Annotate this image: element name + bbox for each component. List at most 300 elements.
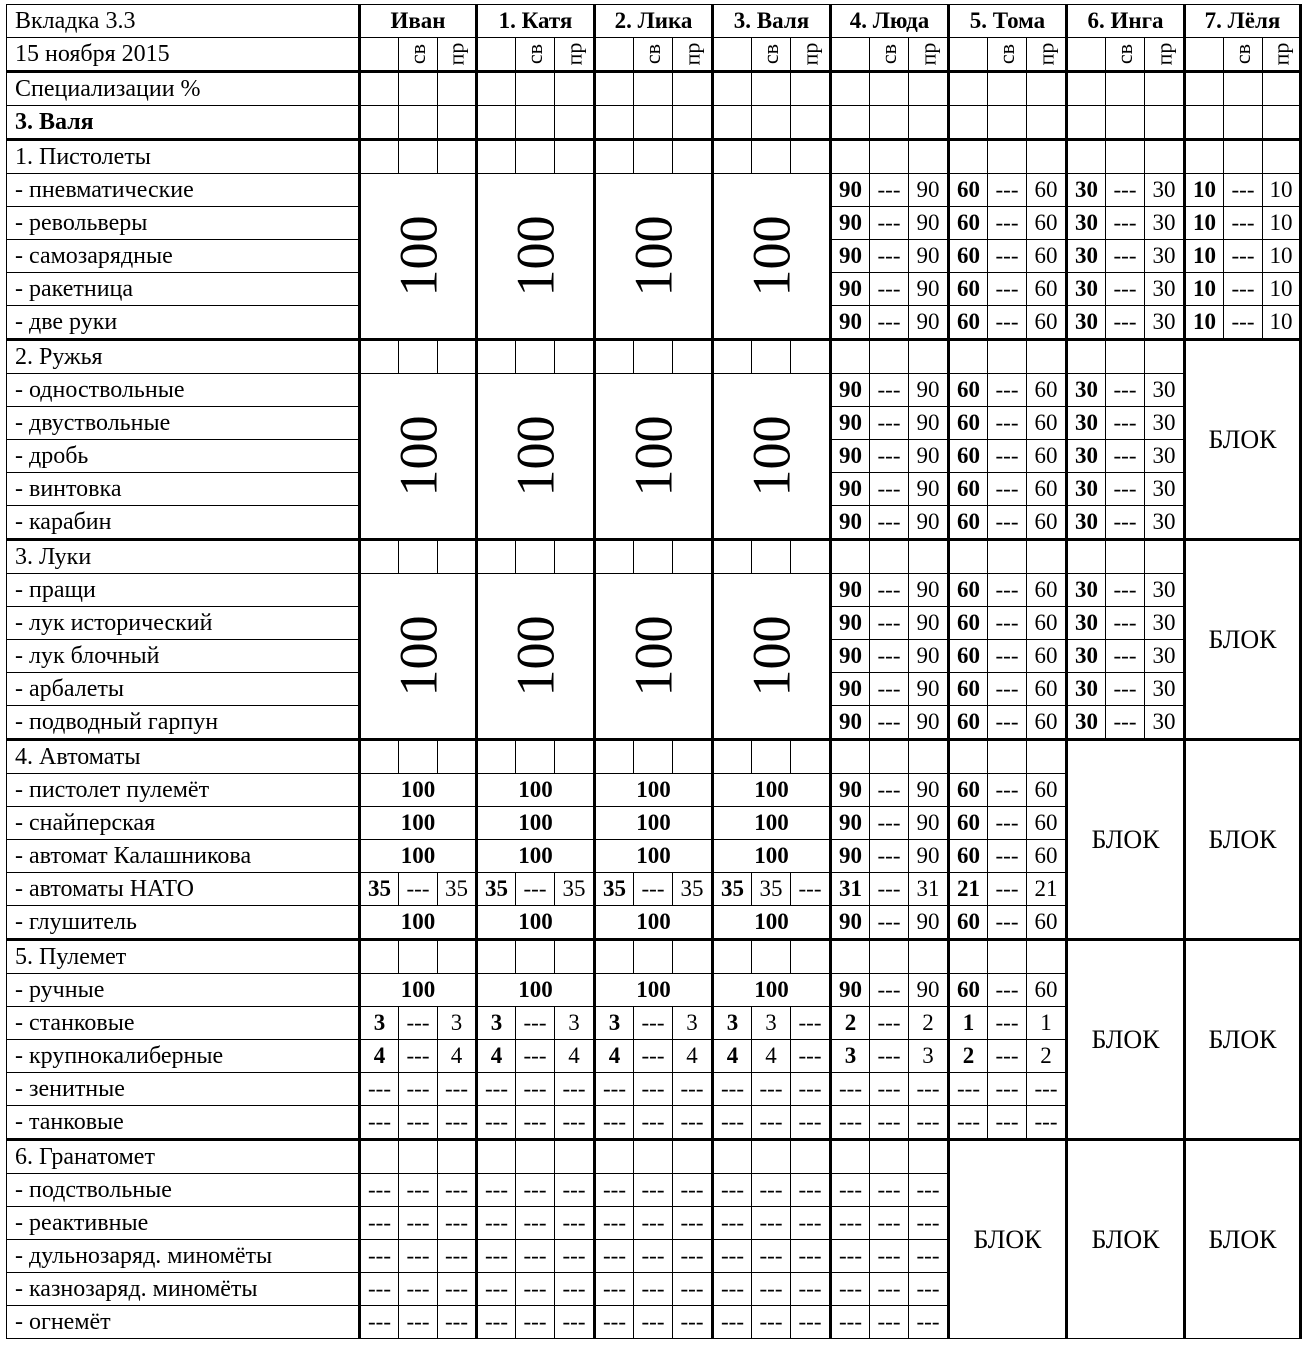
sub-label-sv — [1224, 38, 1263, 72]
item-label: - подствольные — [7, 1174, 360, 1207]
empty-cell — [988, 106, 1027, 140]
full-score-block — [713, 574, 831, 740]
empty-cell — [870, 140, 909, 174]
value-cell: 3 — [477, 1007, 516, 1040]
value-cell: --- — [870, 974, 909, 1007]
value-cell: 60 — [949, 273, 988, 306]
empty-cell — [909, 1140, 949, 1174]
dash-cell: --- — [360, 1207, 399, 1240]
value-cell: 30 — [1145, 407, 1185, 440]
dash-cell: --- — [438, 1306, 477, 1339]
empty-cell — [909, 72, 949, 106]
value-cell: --- — [1106, 640, 1145, 673]
empty-cell — [949, 106, 988, 140]
item-label: - огнемёт — [7, 1306, 360, 1339]
value-cell: 35 — [438, 873, 477, 906]
value-cell: 90 — [909, 407, 949, 440]
sub-label-sv — [516, 38, 555, 72]
value-cell: 90 — [909, 706, 949, 740]
empty-cell — [595, 1140, 634, 1174]
empty-cell — [555, 740, 595, 774]
empty-cell — [1145, 140, 1185, 174]
value-cell: --- — [988, 273, 1027, 306]
empty-cell — [831, 740, 870, 774]
value-cell: 60 — [1027, 974, 1067, 1007]
empty-cell — [673, 1140, 713, 1174]
value-cell: 60 — [1027, 506, 1067, 540]
sub-label-pr — [1263, 38, 1301, 72]
value-cell: 60 — [1027, 207, 1067, 240]
empty-cell — [1027, 740, 1067, 774]
full-score-block — [713, 174, 831, 340]
value-cell: 35 — [595, 873, 634, 906]
person-row — [7, 106, 1301, 140]
value-cell: 90 — [909, 473, 949, 506]
value-cell: --- — [870, 506, 909, 540]
value-cell: 30 — [1145, 273, 1185, 306]
empty-cell — [949, 740, 988, 774]
dash-cell: --- — [399, 1306, 438, 1339]
empty-cell — [477, 140, 516, 174]
value-cell: 10 — [1185, 207, 1224, 240]
section-title: 4. Автоматы — [7, 740, 360, 774]
dash-cell: --- — [555, 1273, 595, 1306]
empty-cell — [399, 72, 438, 106]
empty-cell — [1067, 540, 1106, 574]
full-score-block — [477, 174, 595, 340]
dash-cell: --- — [516, 1174, 555, 1207]
value-cell: 60 — [1027, 407, 1067, 440]
value-cell: 60 — [949, 706, 988, 740]
block-cell: БЛОК — [1185, 340, 1301, 540]
value-cell: 60 — [1027, 673, 1067, 706]
empty-cell — [595, 740, 634, 774]
value-cell: 90 — [831, 974, 870, 1007]
value-cell: --- — [870, 174, 909, 207]
value-cell: 3 — [438, 1007, 477, 1040]
value-cell: --- — [988, 607, 1027, 640]
empty-cell — [1185, 106, 1224, 140]
item-label: - карабин — [7, 506, 360, 540]
value-cell: 10 — [1185, 306, 1224, 340]
dash-cell: --- — [438, 1106, 477, 1140]
value-cell: 90 — [909, 906, 949, 940]
dash-cell: --- — [752, 1174, 791, 1207]
dash-cell: --- — [831, 1306, 870, 1339]
dash-cell: --- — [477, 1240, 516, 1273]
empty-cell — [988, 140, 1027, 174]
value-cell: --- — [870, 607, 909, 640]
empty-cell — [949, 72, 988, 106]
dash-cell: --- — [595, 1073, 634, 1106]
group-header-4: 4. Люда — [831, 5, 949, 38]
value-cell: --- — [634, 1040, 673, 1073]
dash-cell: --- — [870, 1306, 909, 1339]
empty-cell — [673, 72, 713, 106]
value-cell: 90 — [831, 207, 870, 240]
value-cell: --- — [870, 1040, 909, 1073]
sub-label-pr-text: пр — [1151, 42, 1176, 66]
dash-cell: --- — [791, 1207, 831, 1240]
value-cell: 90 — [831, 240, 870, 273]
empty-cell — [870, 72, 909, 106]
dash-cell: --- — [791, 1306, 831, 1339]
value-cell: 90 — [909, 607, 949, 640]
item-label: - револьверы — [7, 207, 360, 240]
value-cell: 30 — [1067, 706, 1106, 740]
dash-cell: --- — [752, 1306, 791, 1339]
block-cell: БЛОК — [1185, 1140, 1301, 1339]
dash-cell: --- — [713, 1174, 752, 1207]
empty-cell — [870, 106, 909, 140]
dash-cell: --- — [752, 1207, 791, 1240]
value-cell: 90 — [831, 706, 870, 740]
sub-label-sv-text: св — [994, 43, 1019, 65]
empty-cell — [791, 140, 831, 174]
dash-cell: --- — [752, 1106, 791, 1140]
empty-cell — [791, 940, 831, 974]
dash-cell: --- — [477, 1207, 516, 1240]
dash-cell: --- — [831, 1207, 870, 1240]
dash-cell: --- — [634, 1273, 673, 1306]
item-label: - реактивные — [7, 1207, 360, 1240]
value-cell: --- — [870, 306, 909, 340]
section-title: 1. Пистолеты — [7, 140, 360, 174]
dash-cell: --- — [634, 1106, 673, 1140]
full-score-block-text: 100 — [741, 615, 802, 697]
block-cell: БЛОК — [1185, 740, 1301, 940]
dash-cell: --- — [595, 1207, 634, 1240]
dash-cell: --- — [713, 1273, 752, 1306]
value-cell: 31 — [909, 873, 949, 906]
empty-cell — [949, 38, 988, 72]
item-row — [7, 374, 1301, 407]
value-cell: 90 — [909, 306, 949, 340]
value-cell: --- — [1224, 207, 1263, 240]
empty-cell — [1106, 72, 1145, 106]
value-cell: 30 — [1067, 574, 1106, 607]
empty-cell — [1067, 106, 1106, 140]
empty-cell — [1185, 72, 1224, 106]
value-cell: 30 — [1067, 607, 1106, 640]
empty-cell — [555, 940, 595, 974]
item-label: - ракетница — [7, 273, 360, 306]
value-cell: 90 — [909, 273, 949, 306]
empty-cell — [399, 940, 438, 974]
empty-cell — [713, 106, 752, 140]
item-label: - одноствольные — [7, 374, 360, 407]
section-title-row — [7, 740, 1301, 774]
full-score-cell: 100 — [360, 974, 477, 1007]
empty-cell — [360, 340, 399, 374]
value-cell: 90 — [909, 574, 949, 607]
value-cell: 60 — [1027, 174, 1067, 207]
value-cell: --- — [870, 840, 909, 873]
dash-cell: --- — [870, 1273, 909, 1306]
dash-cell: --- — [399, 1240, 438, 1273]
full-score-cell: 100 — [595, 807, 713, 840]
dash-cell: --- — [713, 1306, 752, 1339]
dash-cell: --- — [673, 1306, 713, 1339]
dash-cell: --- — [399, 1207, 438, 1240]
empty-cell — [713, 38, 752, 72]
dash-cell: --- — [516, 1073, 555, 1106]
value-cell: --- — [988, 574, 1027, 607]
value-cell: 90 — [909, 440, 949, 473]
empty-cell — [831, 1140, 870, 1174]
header-row-names — [7, 5, 1301, 38]
value-cell: 30 — [1067, 407, 1106, 440]
empty-cell — [791, 1140, 831, 1174]
dash-cell: --- — [516, 1240, 555, 1273]
empty-cell — [831, 106, 870, 140]
value-cell: --- — [988, 1007, 1027, 1040]
block-cell: БЛОК — [949, 1140, 1067, 1339]
dash-cell: --- — [673, 1073, 713, 1106]
full-score-block — [360, 174, 477, 340]
empty-cell — [831, 38, 870, 72]
value-cell: 10 — [1263, 273, 1301, 306]
dash-cell: --- — [516, 1306, 555, 1339]
value-cell: 30 — [1145, 574, 1185, 607]
value-cell: --- — [988, 640, 1027, 673]
sub-label-sv-text: св — [1230, 43, 1255, 65]
empty-cell — [555, 340, 595, 374]
value-cell: 90 — [831, 506, 870, 540]
person-label: 3. Валя — [7, 106, 360, 140]
value-cell: 60 — [1027, 473, 1067, 506]
value-cell: 90 — [909, 506, 949, 540]
dash-cell: --- — [360, 1306, 399, 1339]
value-cell: 30 — [1145, 506, 1185, 540]
empty-cell — [988, 940, 1027, 974]
value-cell: --- — [988, 473, 1027, 506]
dash-cell: --- — [634, 1207, 673, 1240]
value-cell: --- — [870, 873, 909, 906]
value-cell: 60 — [949, 574, 988, 607]
dash-cell: --- — [752, 1240, 791, 1273]
full-score-cell: 100 — [595, 774, 713, 807]
dash-cell: --- — [909, 1207, 949, 1240]
value-cell: 30 — [1145, 706, 1185, 740]
item-label: - подводный гарпун — [7, 706, 360, 740]
value-cell: 90 — [831, 774, 870, 807]
value-cell: --- — [791, 1007, 831, 1040]
value-cell: 10 — [1185, 174, 1224, 207]
section-title-row — [7, 540, 1301, 574]
tab-label: Вкладка 3.3 — [7, 5, 360, 38]
value-cell: 60 — [949, 374, 988, 407]
value-cell: --- — [988, 840, 1027, 873]
full-score-cell: 100 — [713, 840, 831, 873]
full-score-block-text: 100 — [505, 415, 566, 497]
empty-cell — [477, 740, 516, 774]
dash-cell: --- — [791, 1174, 831, 1207]
value-cell: 3 — [831, 1040, 870, 1073]
empty-cell — [1027, 72, 1067, 106]
dash-cell: --- — [909, 1273, 949, 1306]
empty-cell — [634, 140, 673, 174]
item-label: - пистолет пулемёт — [7, 774, 360, 807]
value-cell: --- — [988, 706, 1027, 740]
empty-cell — [713, 940, 752, 974]
dash-cell: --- — [477, 1106, 516, 1140]
empty-cell — [360, 106, 399, 140]
dash-cell: --- — [713, 1207, 752, 1240]
value-cell: 10 — [1263, 207, 1301, 240]
dash-cell: --- — [595, 1106, 634, 1140]
item-label: - станковые — [7, 1007, 360, 1040]
empty-cell — [399, 740, 438, 774]
value-cell: 60 — [1027, 906, 1067, 940]
full-score-block — [595, 374, 713, 540]
dash-cell: --- — [634, 1306, 673, 1339]
dash-cell: --- — [752, 1073, 791, 1106]
dash-cell: --- — [988, 1106, 1027, 1140]
full-score-cell: 100 — [713, 906, 831, 940]
value-cell: 4 — [360, 1040, 399, 1073]
value-cell: 30 — [1067, 440, 1106, 473]
empty-cell — [477, 340, 516, 374]
dash-cell: --- — [595, 1306, 634, 1339]
value-cell: 90 — [909, 240, 949, 273]
value-cell: 3 — [555, 1007, 595, 1040]
empty-cell — [1106, 140, 1145, 174]
empty-cell — [634, 940, 673, 974]
item-label: - дульнозаряд. миномёты — [7, 1240, 360, 1273]
item-label: - пращи — [7, 574, 360, 607]
full-score-cell: 100 — [595, 840, 713, 873]
empty-cell — [595, 72, 634, 106]
value-cell: 60 — [1027, 273, 1067, 306]
empty-cell — [516, 72, 555, 106]
value-cell: --- — [870, 407, 909, 440]
empty-cell — [516, 1140, 555, 1174]
value-cell: 60 — [949, 673, 988, 706]
dash-cell: --- — [360, 1240, 399, 1273]
dash-cell: --- — [634, 1073, 673, 1106]
item-label: - арбалеты — [7, 673, 360, 706]
value-cell: --- — [1106, 273, 1145, 306]
sub-label-sv — [870, 38, 909, 72]
full-score-block-text: 100 — [623, 415, 684, 497]
value-cell: --- — [988, 207, 1027, 240]
sub-label-pr — [438, 38, 477, 72]
sub-label-sv-text: св — [1112, 43, 1137, 65]
value-cell: 4 — [673, 1040, 713, 1073]
empty-cell — [438, 940, 477, 974]
value-cell: --- — [1106, 374, 1145, 407]
sub-label-pr-text: пр — [915, 42, 940, 66]
empty-cell — [555, 106, 595, 140]
specializations-row — [7, 72, 1301, 106]
sub-label-sv-text: св — [522, 43, 547, 65]
value-cell: 30 — [1145, 207, 1185, 240]
empty-cell — [438, 740, 477, 774]
value-cell: --- — [516, 873, 555, 906]
empty-cell — [555, 1140, 595, 1174]
empty-cell — [673, 740, 713, 774]
dash-cell: --- — [516, 1207, 555, 1240]
empty-cell — [909, 340, 949, 374]
sub-label-sv — [634, 38, 673, 72]
empty-cell — [438, 540, 477, 574]
empty-cell — [360, 1140, 399, 1174]
empty-cell — [1185, 38, 1224, 72]
empty-cell — [909, 740, 949, 774]
empty-cell — [988, 540, 1027, 574]
value-cell: --- — [870, 273, 909, 306]
value-cell: --- — [988, 1040, 1027, 1073]
empty-cell — [399, 540, 438, 574]
dash-cell: --- — [831, 1240, 870, 1273]
section-title-row — [7, 340, 1301, 374]
full-score-block — [360, 574, 477, 740]
specializations-label: Специализации % — [7, 72, 360, 106]
empty-cell — [1027, 140, 1067, 174]
dash-cell: --- — [949, 1073, 988, 1106]
item-label: - глушитель — [7, 906, 360, 940]
empty-cell — [1067, 72, 1106, 106]
empty-cell — [1027, 106, 1067, 140]
dash-cell: --- — [1027, 1106, 1067, 1140]
value-cell: 90 — [831, 607, 870, 640]
value-cell: 4 — [595, 1040, 634, 1073]
full-score-block-text: 100 — [741, 215, 802, 297]
sub-label-pr — [791, 38, 831, 72]
empty-cell — [438, 106, 477, 140]
dash-cell: --- — [516, 1273, 555, 1306]
dash-cell: --- — [477, 1174, 516, 1207]
empty-cell — [1224, 72, 1263, 106]
value-cell: --- — [988, 374, 1027, 407]
empty-cell — [673, 340, 713, 374]
value-cell: 90 — [831, 174, 870, 207]
header-row-sub — [7, 38, 1301, 72]
value-cell: 60 — [1027, 240, 1067, 273]
value-cell: 3 — [360, 1007, 399, 1040]
value-cell: --- — [1224, 174, 1263, 207]
value-cell: 3 — [673, 1007, 713, 1040]
empty-cell — [477, 38, 516, 72]
empty-cell — [1224, 106, 1263, 140]
dash-cell: --- — [713, 1240, 752, 1273]
value-cell: 30 — [1067, 306, 1106, 340]
empty-cell — [595, 38, 634, 72]
value-cell: 30 — [1067, 207, 1106, 240]
empty-cell — [1067, 38, 1106, 72]
value-cell: 90 — [831, 640, 870, 673]
value-cell: 3 — [752, 1007, 791, 1040]
dash-cell: --- — [673, 1240, 713, 1273]
empty-cell — [752, 340, 791, 374]
value-cell: 60 — [949, 506, 988, 540]
item-label: - лук исторический — [7, 607, 360, 640]
dash-cell: --- — [438, 1273, 477, 1306]
value-cell: 60 — [949, 840, 988, 873]
value-cell: 30 — [1067, 473, 1106, 506]
dash-cell: --- — [399, 1073, 438, 1106]
full-score-block-text: 100 — [388, 215, 448, 297]
full-score-cell: 100 — [595, 906, 713, 940]
value-cell: --- — [1106, 506, 1145, 540]
sub-label-sv-text: св — [758, 43, 783, 65]
dash-cell: --- — [949, 1106, 988, 1140]
value-cell: 2 — [1027, 1040, 1067, 1073]
group-header-1: 1. Катя — [477, 5, 595, 38]
empty-cell — [1106, 340, 1145, 374]
group-header-5: 5. Тома — [949, 5, 1067, 38]
